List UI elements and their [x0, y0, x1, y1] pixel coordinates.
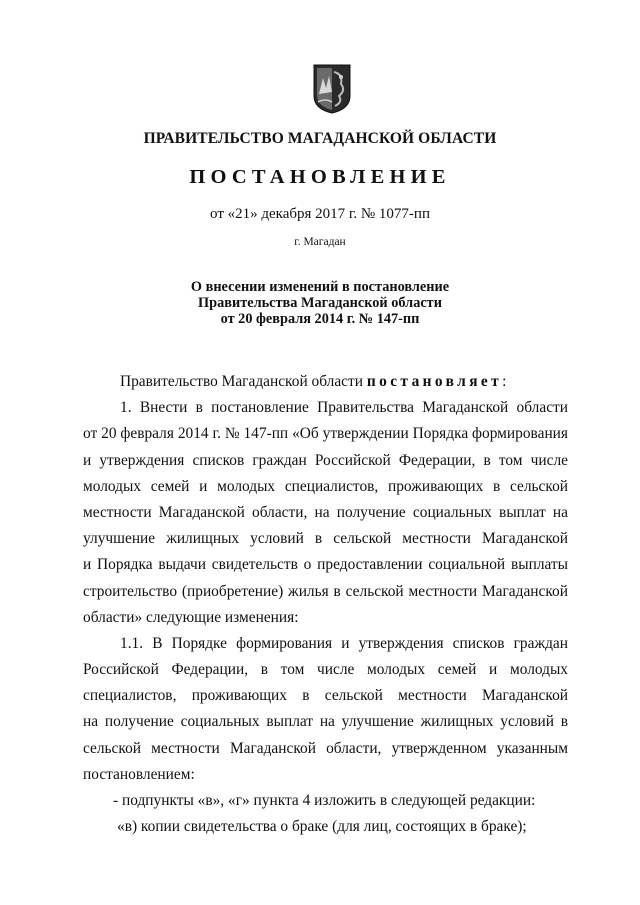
paragraph-line: и утверждения списков граждан Российской Федерации, в том числе: [83, 451, 568, 469]
document-body: [83, 369, 568, 840]
paragraph-line: «в) копии свидетельства о браке (для лиц, состоящих в браке);: [117, 818, 527, 836]
paragraph-line: от 20 февраля 2014 г. № 147-пп «Об утверждении Порядка формирования: [83, 425, 568, 443]
paragraph-line: сельской местности Магаданской области, утвержденном указанным: [83, 739, 568, 757]
paragraph-line: 1.1. В Порядке формирования и утверждения списков граждан: [120, 634, 568, 652]
preamble-colon: :: [502, 373, 507, 390]
paragraph-line: Российской Федерации, в том числе молодых семей и молодых: [83, 661, 568, 679]
resolution-preamble: [83, 369, 568, 395]
preamble-keyword: постановляет: [366, 373, 503, 390]
preamble-text: Правительство Магаданской области: [120, 373, 367, 390]
date-number-line: от «21» декабря 2017 г. № 1077-пп: [210, 206, 430, 222]
paragraph-line: области» следующие изменения:: [83, 608, 299, 626]
coat-of-arms-emblem: [313, 64, 351, 114]
paragraph-line: специалистов, проживающих в сельской местности Магаданской: [83, 687, 568, 705]
paragraph-line: - подпункты «в», «г» пункта 4 изложить в следующей редакции:: [113, 792, 536, 809]
government-title: ПРАВИТЕЛЬСТВО МАГАДАНСКОЙ ОБЛАСТИ: [143, 130, 497, 147]
subject-line: Правительства Магаданской области: [198, 295, 442, 311]
paragraph-line: 1. Внести в постановление Правительства Магаданской области: [120, 399, 568, 417]
document-subject: [0, 279, 640, 327]
subject-line: от 20 февраля 2014 г. № 147-пп: [220, 311, 420, 327]
paragraph-line: на получение социальных выплат на улучшение жилищных условий в: [83, 713, 568, 731]
paragraph-line: местности Магаданской области, на получение социальных выплат на: [83, 503, 568, 521]
city-line: г. Магадан: [294, 236, 346, 248]
paragraph-line: и Порядка выдачи свидетельств о предоставлении социальной выплаты: [83, 556, 568, 574]
document-type-title: ПОСТАНОВЛЕНИЕ: [189, 166, 451, 188]
subject-line: О внесении изменений в постановление: [190, 279, 450, 295]
paragraph-line: молодых семей и молодых специалистов, проживающих в сельской: [83, 477, 568, 495]
paragraph-line: постановлением:: [83, 765, 195, 783]
paragraph-line: строительство (приобретение) жилья в сельской местности Магаданской: [83, 582, 568, 600]
paragraph-line: улучшение жилищных условий в сельской местности Магаданской: [83, 530, 568, 548]
